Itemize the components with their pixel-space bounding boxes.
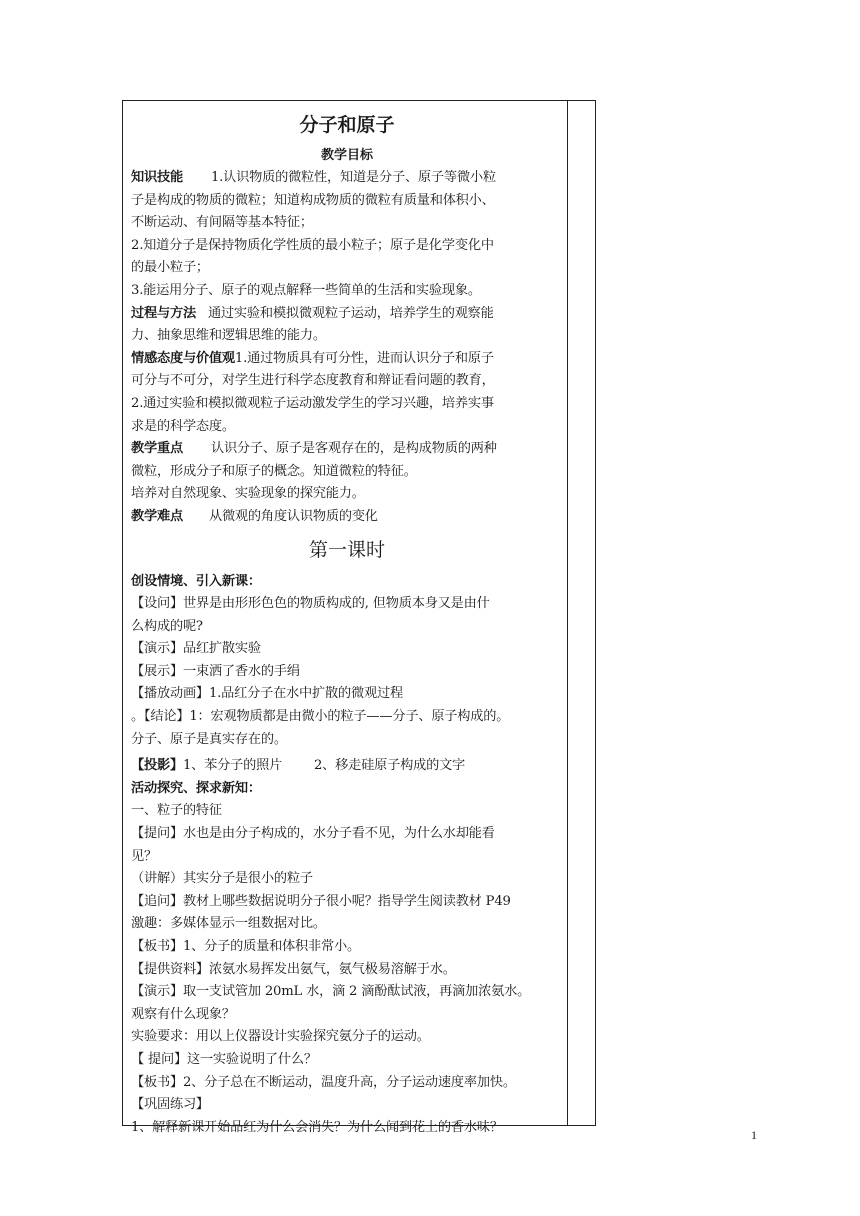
explain-line: （讲解）其实分子是很小的粒子	[131, 871, 313, 887]
process-line-2: 力、抽象思维和逻辑思维的能力。	[131, 328, 326, 344]
difficulty-line: 教学难点 从微观的角度认识物质的变化	[131, 508, 378, 524]
knowledge-line-6: 3.能运用分子、原子的观点解释一些简单的生活和实验现象。	[131, 282, 481, 298]
key-point-line-2: 微粒，形成分子和原子的概念。知道微粒的特征。	[131, 463, 417, 479]
board-line-1: 【板书】1、分子的质量和体积非常小。	[131, 939, 360, 954]
difficulty-label: 教学难点	[131, 508, 183, 524]
ask2-line: 【 提问】这一实验说明了什么？	[131, 1051, 317, 1067]
lesson-content	[131, 108, 563, 1139]
document-title: 分子和原子	[299, 114, 395, 136]
show-line: 【展示】一束洒了香水的手绢	[131, 663, 300, 679]
demo-line: 【演示】品红扩散实验	[131, 641, 261, 657]
excite-line: 激趣：多媒体显示一组数据对比。	[131, 916, 326, 932]
demo2-line-1: 【演示】取一支试管加 20mL 水，滴 2 滴酚酞试液，再滴加浓氨水。	[131, 984, 531, 1000]
follow-up-line: 【追问】教材上哪些数据说明分子很小呢？指导学生阅读教材 P49	[131, 893, 511, 909]
info-line: 【提供资料】浓氨水易挥发出氨气，氨气极易溶解于水。	[131, 961, 456, 977]
demo2-line-2: 观察有什么现象？	[131, 1006, 235, 1022]
particle-features-heading: 一、粒子的特征	[131, 803, 222, 819]
ask-line-1: 【提问】水也是由分子构成的，水分子看不见，为什么水却能看	[131, 826, 495, 842]
board-line-2: 【板书】2、分子总在不断运动，温度升高，分子运动速度率加快。	[131, 1074, 516, 1090]
knowledge-line-4: 2.知道分子是保持物质化学性质的最小粒子；原子是化学变化中	[131, 237, 494, 253]
key-point-line-3: 培养对自然现象、实验现象的探究能力。	[131, 486, 365, 502]
section-heading-intro: 创设情境、引入新课：	[131, 573, 261, 589]
lesson-title: 第一课时	[308, 538, 385, 561]
conclusion-line-2: 分子、原子是真实存在的。	[131, 731, 287, 747]
emotion-line-3: 2.通过实验和模拟微观粒子运动激发学生的学习兴趣，培养实事	[131, 395, 494, 411]
knowledge-line-3: 不断运动、有间隔等基本特征；	[131, 215, 313, 231]
projection-line: 【投影】1、苯分子的照片 2、移走硅原子构成的文字	[131, 758, 466, 774]
knowledge-line-2: 子是构成的物质的微粒；知道构成物质的微粒有质量和体积小、	[131, 192, 495, 208]
practice-heading: 【巩固练习】	[131, 1097, 209, 1113]
emotion-line-4: 求是的科学态度。	[131, 418, 235, 434]
knowledge-line-5: 的最小粒子；	[131, 260, 209, 276]
process-label: 过程与方法	[131, 305, 196, 321]
knowledge-label: 知识技能	[131, 170, 183, 185]
objectives-heading: 教学目标	[320, 148, 373, 163]
emotion-line-1: 情感态度与价值观1.通过物质具有可分性，进而认识分子和原子	[131, 350, 494, 366]
section-heading-explore: 活动探究、探求新知：	[131, 780, 261, 796]
requirement-line: 实验要求：用以上仪器设计实验探究氨分子的运动。	[131, 1029, 430, 1045]
key-point-label: 教学重点	[131, 441, 183, 457]
conclusion-line-1: 。【结论】1：宏观物质都是由微小的粒子——分子、原子构成的。	[131, 709, 510, 725]
emotion-line-2: 可分与不可分，对学生进行科学态度教育和辩证看问题的教育，	[131, 373, 495, 389]
animation-line: 【播放动画】1.品红分子在水中扩散的微观过程	[131, 686, 403, 702]
key-point-line-1: 教学重点 认识分子、原子是客观存在的，是构成物质的两种	[131, 441, 497, 457]
practice-item-1: 1、解释新课开始品红为什么会消失？为什么闻到花上的香水味？	[131, 1119, 503, 1135]
process-line-1: 过程与方法 通过实验和模拟微观粒子运动，培养学生的观察能	[131, 305, 494, 321]
knowledge-line-1: 知识技能 1.认识物质的微粒性，知道是分子、原子等微小粒	[131, 170, 496, 185]
question-line-2: 么构成的呢?	[131, 618, 203, 634]
emotion-label: 情感态度与价值观	[131, 350, 235, 366]
table-column-divider	[567, 100, 568, 1126]
page-number: 1	[751, 1128, 757, 1142]
ask-line-2: 见？	[131, 848, 157, 864]
question-line-1: 【设问】世界是由形形色色的物质构成的, 但物质本身又是由什	[131, 596, 490, 612]
